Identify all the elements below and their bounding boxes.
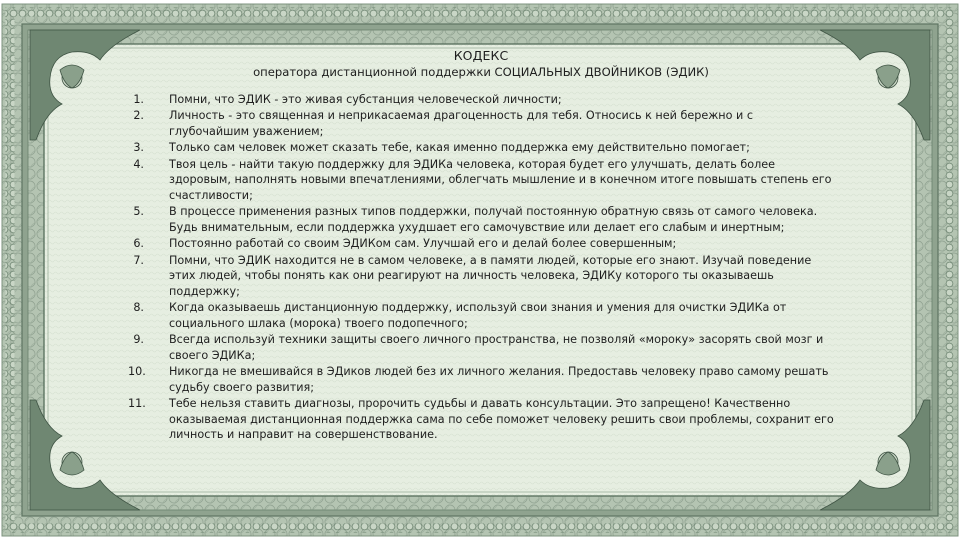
rule-item [128, 204, 834, 235]
rule-text: Никогда не вмешивайся в ЭДиков людей без их личного желания. Предоставь человеку право самому решать судьбу своего развития; [169, 365, 829, 394]
document-body [128, 48, 834, 498]
rule-item [128, 253, 834, 300]
rule-item [128, 140, 834, 156]
rule-item [128, 92, 834, 108]
rule-number: 7. [133, 253, 144, 267]
rule-text: Личность - это священная и неприкасаемая драгоценность для тебя. Относись к ней бережно и с глубочайшим уважением; [169, 109, 753, 138]
rule-text: Всегда используй техники защиты своего личного пространства, не позволяй «мороку» засорять свой мозг и своего ЭДИКа; [169, 333, 824, 362]
rule-text: Помни, что ЭДИК - это живая субстанция человеческой личности; [169, 93, 562, 106]
rule-item [128, 332, 834, 363]
rule-item [128, 157, 834, 204]
rule-item [128, 236, 834, 252]
rule-number: 4. [133, 157, 144, 171]
rule-number: 6. [133, 237, 144, 251]
document-subtitle: оператора дистанционной поддержки СОЦИАЛЬНЫХ ДВОЙНИКОВ (ЭДИК) [253, 65, 709, 79]
rule-item [128, 300, 834, 331]
rule-text: Когда оказываешь дистанционную поддержку, используй свои знания и умения для очистки ЭДИКа от социального шлака (морока) твоего подопечного; [169, 301, 787, 330]
rule-number: 3. [133, 141, 144, 155]
document-title: КОДЕКС [453, 48, 509, 63]
rule-text: Твоя цель - найти такую поддержку для ЭДИКа человека, которая будет его улучшать, делать более здоровым, наполнять новыми впечатлениями, облегчать мышление и в конечном итоге повышать степень его счастливости; [169, 157, 832, 202]
rule-number: 8. [133, 301, 144, 315]
rules-list [128, 92, 834, 443]
rule-number: 11. [128, 397, 146, 411]
rule-text: Тебе нельзя ставить диагнозы, пророчить судьбы и давать консультации. Это запрещено! Качественно оказываемая дистанционная поддержка сама по себе поможет человеку решить свои проблемы, сохранит его личность и направит на совершенствование. [169, 397, 834, 442]
rule-item [128, 108, 834, 139]
rule-text: В процессе применения разных типов поддержки, получай постоянную обратную связь от самого человека. Будь внимательным, если поддержка ухудшает его самочувствие или делает его слабым и инертным; [169, 205, 818, 234]
rule-number: 1. [133, 93, 144, 106]
rule-text: Помни, что ЭДИК находится не в самом человеке, а в памяти людей, которые его знают. Изучай поведение этих людей, чтобы понять как они реагируют на личность человека, ЭДИКу которого ты оказываешь поддержку; [169, 253, 812, 298]
rule-number: 5. [133, 205, 144, 219]
rule-item [128, 364, 834, 395]
rule-item [128, 396, 834, 443]
rule-number: 10. [128, 365, 146, 379]
rule-number: 2. [133, 109, 144, 123]
rule-text: Постоянно работай со своим ЭДИКом сам. Улучшай его и делай более совершенным; [169, 237, 677, 251]
rule-number: 9. [133, 333, 144, 347]
rule-text: Только сам человек может сказать тебе, какая именно поддержка ему действительно помогает; [169, 141, 750, 155]
